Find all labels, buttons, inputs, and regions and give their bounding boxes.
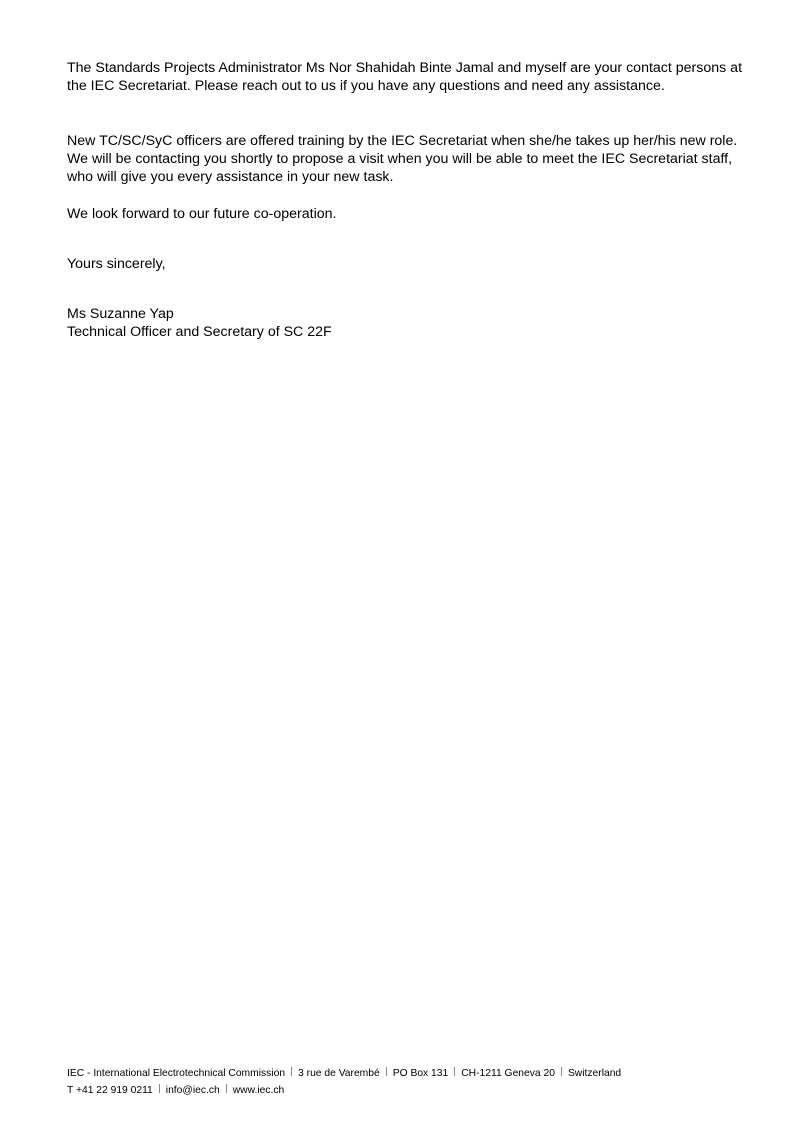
footer-address: [67, 1065, 621, 1082]
divider: [226, 1084, 227, 1093]
paragraph-training: New TC/SC/SyC officers are offered training by the IEC Secretariat when she/he takes up her/his new role. We will be contacting you shortly to propose a visit when you will be able to meet the IEC Secretariat staff, who will give you every assistance in your new task.: [67, 133, 738, 185]
footer-pobox: PO Box 131: [392, 1068, 449, 1079]
paragraph-contact: The Standards Projects Administrator Ms Nor Shahidah Binte Jamal and myself are your contact persons at the IEC Secretariat. Please reach out to us if you have any questions and need any assistance.: [67, 60, 743, 94]
divider: [561, 1067, 562, 1076]
divider: [386, 1067, 387, 1076]
footer-contact: [67, 1082, 284, 1099]
divider: [159, 1084, 160, 1093]
signatory-title: Technical Officer and Secretary of SC 22F: [67, 324, 332, 340]
footer-website[interactable]: www.iec.ch: [232, 1085, 285, 1096]
paragraph-cooperation: We look forward to our future co-operation.: [67, 206, 337, 222]
closing: Yours sincerely,: [67, 256, 166, 272]
divider: [291, 1067, 292, 1076]
signatory-name: Ms Suzanne Yap: [67, 306, 174, 322]
footer-org: IEC - International Electrotechnical Commission: [67, 1068, 286, 1079]
footer-phone: T +41 22 919 0211: [67, 1085, 153, 1096]
footer-country: Switzerland: [567, 1068, 622, 1079]
footer-street: 3 rue de Varembé: [298, 1068, 380, 1079]
footer-email[interactable]: info@iec.ch: [165, 1085, 220, 1096]
footer-city: CH-1211 Geneva 20: [461, 1068, 555, 1079]
divider: [454, 1067, 455, 1076]
